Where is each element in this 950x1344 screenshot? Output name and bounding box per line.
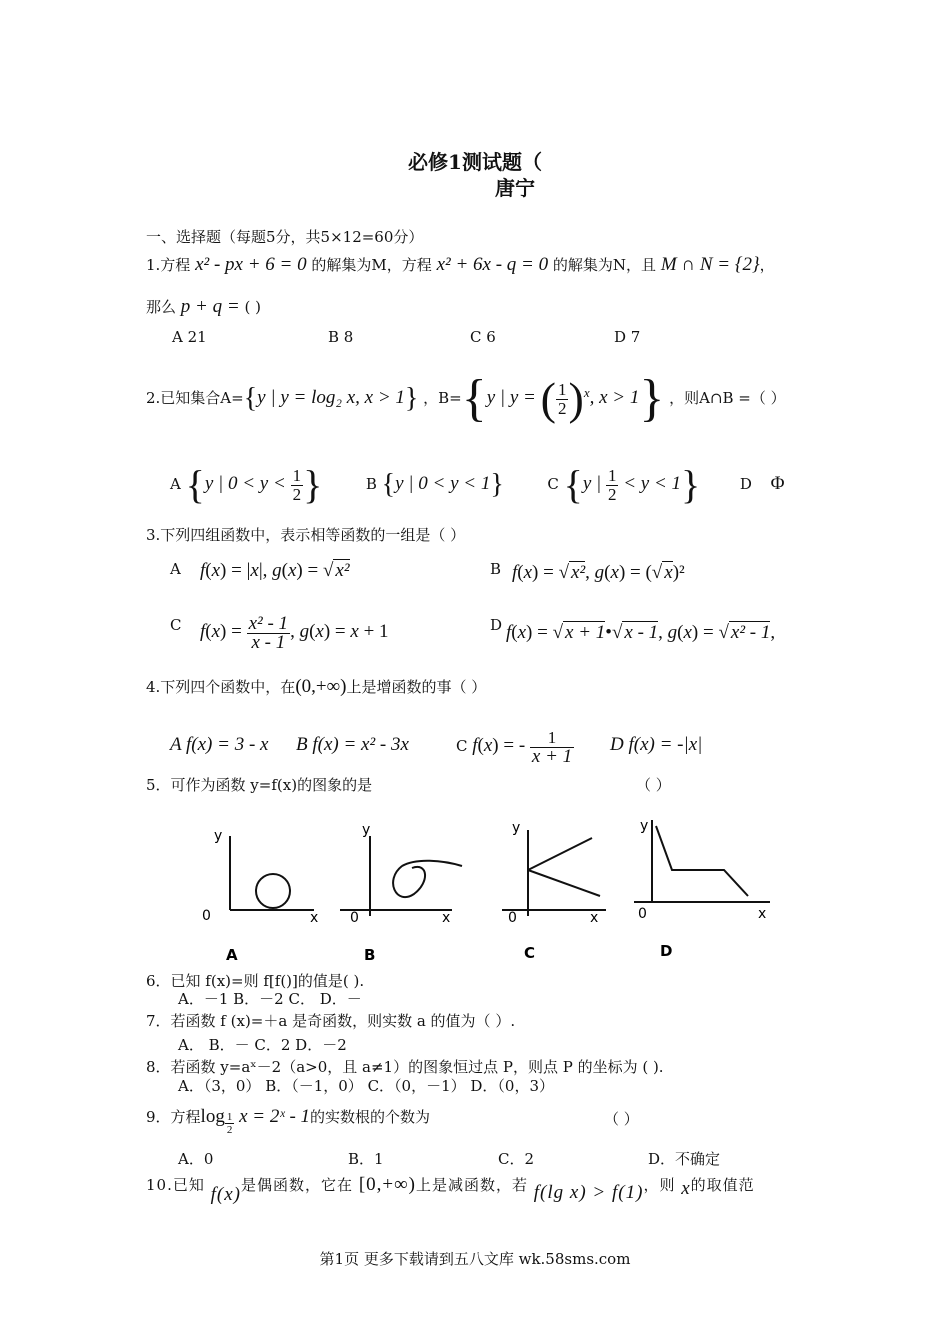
svg-text:A: A (226, 946, 238, 964)
svg-text:y: y (640, 818, 649, 834)
question-6: 6．已知 f(x)=则 f[f()]的值是( ). (146, 972, 365, 990)
question-2: 2.已知集合A={y | y = log₂ x, x > 1} ，B={y | y = ( $\frac{1}{2}$ )$^x$, x > 1} ，则A∩B =（ ） (146, 370, 786, 427)
svg-text:y: y (214, 828, 223, 844)
q4-interval: (0,+∞) (295, 676, 347, 697)
q2-options: A {y | 0 < y < $\frac{1}{2}$ } B {y | 0 < y < 1} C {y | $\frac{1}{2}$ < y < 1} D Φ (170, 462, 785, 507)
svg-text:x: x (442, 910, 451, 926)
q9-option-d: D．不确定 (648, 1150, 721, 1168)
question-1-line2: 那么 p + q = ( ) (146, 296, 261, 317)
q1-option-d: D 7 (614, 328, 641, 346)
q8-options: A．（3，0） B．（－1，0） C．（0，－1） D．（0，3） (178, 1077, 555, 1095)
q2-option-d: Φ (770, 473, 785, 494)
svg-text:0: 0 (508, 910, 517, 926)
q2-fraction-half: $\frac{1}{2}$ (557, 379, 567, 418)
svg-text:B: B (364, 946, 376, 964)
q6-options: A．－1 B．－2 C． D．－ (178, 990, 362, 1008)
q2-set-a: y | y = log₂ x, x > 1 (257, 387, 405, 408)
question-9: 9．方程log $_{\frac{1}{2}}$ x = 2ˣ - 1的实数根的个数为 (146, 1106, 431, 1136)
q9-option-a: A．0 (178, 1150, 214, 1168)
svg-text:0: 0 (638, 906, 647, 922)
section-heading: 一、选择题（每题5分，共5×12=60分） (146, 228, 424, 246)
svg-text:x: x (758, 906, 767, 922)
svg-text:D: D (660, 942, 673, 960)
q1-option-c: C 6 (470, 328, 496, 346)
q9-option-c: C．2 (498, 1150, 535, 1168)
graph-b (340, 822, 462, 964)
q1-equation-1: x² - px + 6 = 0 (195, 254, 307, 275)
question-4: 4.下列四个函数中，在(0,+∞)上是增函数的事（ ） (146, 676, 487, 697)
q1-equation-2: x² + 6x - q = 0 (436, 254, 549, 275)
graph-a (202, 828, 318, 964)
q3-option-c: f(x) = $\frac{\text{x² - 1}}{x - 1}$ , g(x) = x + 1 (200, 612, 389, 653)
q1-option-a: A 21 (172, 328, 207, 346)
question-3: 3.下列四组函数中，表示相等函数的一组是（ ） (146, 526, 466, 544)
svg-text:y: y (512, 820, 521, 836)
graph-d (634, 818, 770, 960)
question-10: 10.已知 f(x)是偶函数，它在 [0,+∞)上是减函数，若 f(lg x) > f(1)，则 x的取值范 (146, 1174, 755, 1205)
svg-text:y: y (362, 822, 371, 838)
q3-option-d: f(x) = √ x + 1•√ x - 1, g(x) = √ x² - 1, (506, 622, 776, 643)
q4-option-a: A f(x) = 3 - x (170, 734, 269, 755)
q1-option-b: B 8 (328, 328, 354, 346)
svg-text:0: 0 (350, 910, 359, 926)
title-line2: 唐宁 (495, 176, 535, 200)
q7-options: A． B．－ C．2 D．－2 (178, 1036, 347, 1054)
q9-option-b: B．1 (348, 1150, 384, 1168)
document-page: 必修1测试题（ 唐宁 一、选择题（每题5分，共5×12=60分） 1.方程 x² - px + 6 = 0 的解集为M，方程 x² + 6x - q = 0 的解集为N，且 M ∩ N = {2}， 那么 p + q = ( ) A 21 B 8 C 6 D 7 2.已知集合A={y | y = log₂ x, x > 1} ，B={y | y = ( $\frac{1}{2}$ )$^x$, x > 1} ，则A∩B =（ ） A {y | 0 < y < $\frac{1}{2}$ } B {y | 0 < y < 1} C {y | $\frac{1}{2}$ < y < 1} D Φ 3.下列四组函数中，表示相等函数的一组是（ ） A f(x) = |x|, g(x) = √ x² B f(x) = √ x², g(x) = (√ x)² C f(x) = $\frac{\text{x² - 1}}{x - 1}$ , g(x) = x + 1 D f(x) = √ x + 1•√ x - 1, g(x) = √ x² - 1, 4.下列四个函数中，在(0,+∞)上是增函数的事（ ） A f(x) = 3 - x B f(x) = x² - 3x C f(x) = - $\frac{1}{x + 1}$ D f(x) = -|x| 5．可作为函数 y=f(x)的图象的是 （ ） y 0 x A y 0 x B y 0 x C y 0 x D 6．已知 f(x)=则 f[f()]的值是( ). A．－1 B．－2 C． D．－ 7．若函数 f (x)=＋a 是奇函数，则实数 a 的值为（ ）. A． B．－ C．2 D．－2 8．若函数 y=aˣ－2（a>0，且 a≠1）的图象恒过点 P，则点 P 的坐标为 ( ). A．（3，0） B．（－1，0） C．（0，－1） D．（0，3） 9．方程log $_{\frac{1}{2}}$ x = 2ˣ - 1的实数根的个数为 （ ） A．0 B．1 C．2 D．不确定 10.已知 f(x)是偶函数，它在 [0,+∞)上是减函数，若 f(lg x) > f(1)，则 x的取值范 第1页 更多下载请到五八文库 wk.58sms.com (0, 0, 950, 1344)
question-5: 5．可作为函数 y=f(x)的图象的是 (146, 776, 373, 794)
svg-text:C: C (524, 944, 536, 962)
q4-option-d: D f(x) = -|x| (610, 734, 703, 755)
graph-c (502, 820, 606, 962)
svg-text:x: x (590, 910, 599, 926)
q2-option-b: y | 0 < y < 1 (395, 473, 491, 494)
svg-text:0: 0 (202, 908, 211, 924)
question-7: 7．若函数 f (x)=＋a 是奇函数，则实数 a 的值为（ ）. (146, 1012, 516, 1030)
q4-option-c: C f(x) = - $\frac{1}{x + 1}$ (456, 727, 573, 767)
q1-condition: M ∩ N = {2} (660, 254, 760, 275)
question-8: 8．若函数 y=aˣ－2（a>0，且 a≠1）的图象恒过点 P，则点 P 的坐标为 ( ). (146, 1058, 664, 1076)
question-1: 1.方程 x² - px + 6 = 0 的解集为M，方程 x² + 6x - q = 0 的解集为N，且 M ∩ N = {2}， (146, 254, 775, 275)
q5-graphs (190, 806, 790, 966)
q4-option-b: B f(x) = x² - 3x (296, 734, 409, 755)
title-line1: 必修1测试题（ (408, 150, 542, 174)
page-footer: 第1页 更多下载请到五八文库 wk.58sms.com (319, 1250, 631, 1268)
q3-option-a: f(x) = |x|, g(x) = √ x² (200, 560, 350, 581)
svg-text:x: x (310, 910, 319, 926)
q3-option-b: f(x) = √ x², g(x) = (√ x)² (512, 562, 685, 583)
